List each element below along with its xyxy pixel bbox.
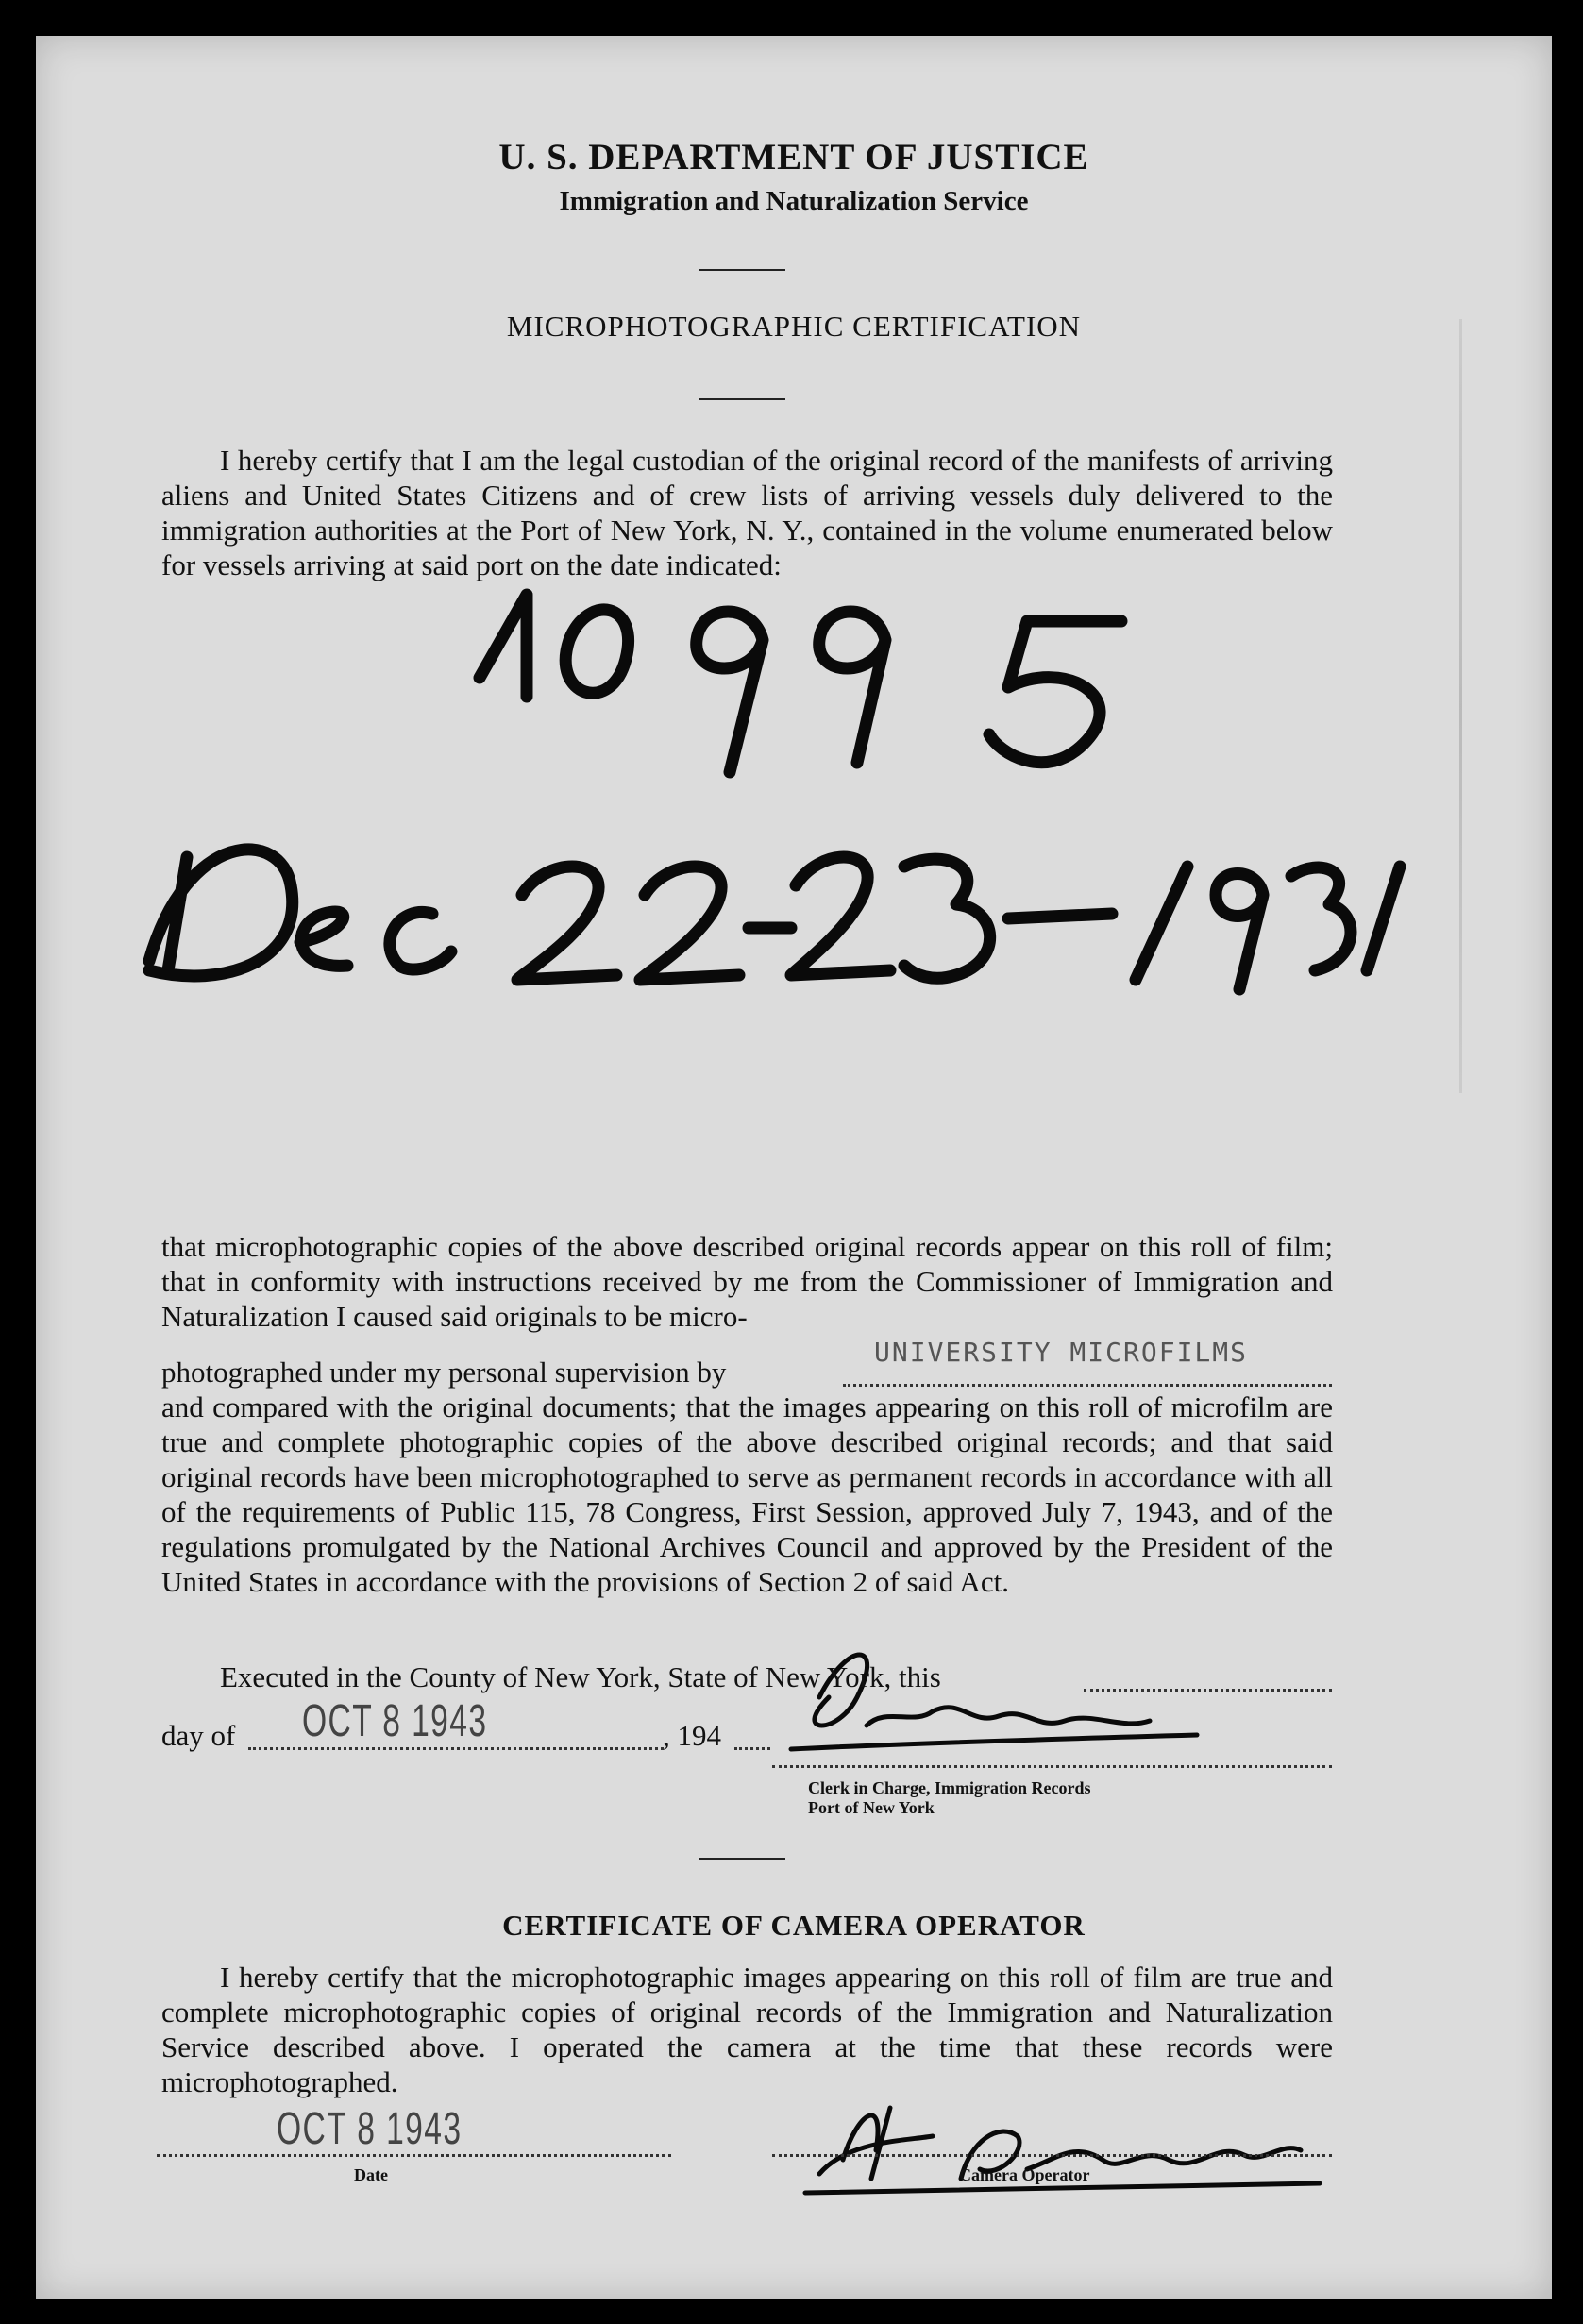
executed-dotted-line [1084,1689,1332,1692]
digit-9c [1216,874,1263,990]
divider [699,269,785,271]
day-of-label: day of [161,1719,236,1752]
form-title: MICROPHOTOGRAPHIC CERTIFICATION [506,310,1082,343]
clerk-title-line2: Port of New York [808,1798,935,1817]
operator-certificate-text: I hereby certify that the microphotographic images appearing on this roll of film are true and complete microphotographic copies of original records of the Immigration and Naturalization Service described above. I operated the camera at the time that these records were microphotographed. [161,1961,1333,2098]
clerk-title [808,1778,1090,1818]
year-dotted-line [734,1747,770,1750]
supervision-line-lead: photographed under my personal supervision by [161,1356,727,1389]
letter-e [300,912,347,966]
handwritten-date [149,850,1400,989]
digit-3 [904,859,990,978]
digit-2c [791,857,890,975]
divider [699,398,785,400]
letter-D [149,850,293,976]
clerk-title-line1: Clerk in Charge, Immigration Records [808,1778,1091,1797]
clerk-signature-line [772,1765,1332,1768]
certificate-page [36,36,1552,2299]
letter-c [390,912,451,969]
digit-9 [697,612,763,772]
date-label: Date [354,2165,388,2184]
digit-2b [640,867,739,980]
certification-intro: I hereby certify that I am the legal custodian of the original record of the manifests of arriving aliens and United States Citizens and of crew lists of arriving vessels duly delivered to the immigration authorities at the Port of New York, N. Y., contained in the volume enumerated below for vessels arriving at said port on the date indicated: [161,444,1333,581]
year-prefix: , 194 [663,1719,721,1752]
operator-certificate-title: CERTIFICATE OF CAMERA OPERATOR [502,1909,1086,1942]
supervision-dotted-line [843,1384,1332,1387]
dash-2 [1008,914,1112,918]
certification-body-part2: and compared with the original documents; that the images appearing on this roll of microfilm are true and complete photographic copies of the above described original records; and that said original records have been microphotographed to serve as permanent records in accordance with all of the requirements of Public 115, 78 Congress, First Session, approved July 7, 1943, and of the regulations promulgated by the National Archives Council and approved by the President of the United States in accordance with the provisions of Section 2 of said Act. [161,1390,1333,1598]
digit-1 [480,595,527,697]
handwritten-volume-number [480,595,1121,772]
digit-1c [1367,867,1400,970]
agency-heading: U. S. DEPARTMENT OF JUSTICE [498,137,1089,177]
digit-2a [517,867,616,980]
executed-line: Executed in the County of New York, State of New York, this [220,1660,941,1693]
digit-0 [565,610,628,693]
day-of-date-stamp: OCT 8 1943 [302,1696,488,1746]
digit-1b [1136,867,1187,980]
date-dotted-line [157,2154,671,2157]
day-of-dotted-line [248,1747,664,1750]
digit-5 [989,621,1121,763]
service-subheading: Immigration and Naturalization Service [559,186,1029,216]
certification-body-part1: that microphotographic copies of the above described original records appear on this roll of film; that in conformity with instructions received by me from the Commissioner of Immigration and Naturalization I caused said originals to be micro- [161,1230,1333,1333]
operator-signature-line [772,2154,1332,2157]
camera-operator-label: Camera Operator [959,2165,1090,2184]
paper-fold-shadow [1459,319,1462,1093]
university-microfilms-stamp: UNIVERSITY MICROFILMS [874,1337,1249,1368]
digit-3b [1291,867,1351,970]
operator-date-stamp: OCT 8 1943 [277,2104,463,2154]
divider [699,1858,785,1860]
digit-9b [819,612,885,763]
